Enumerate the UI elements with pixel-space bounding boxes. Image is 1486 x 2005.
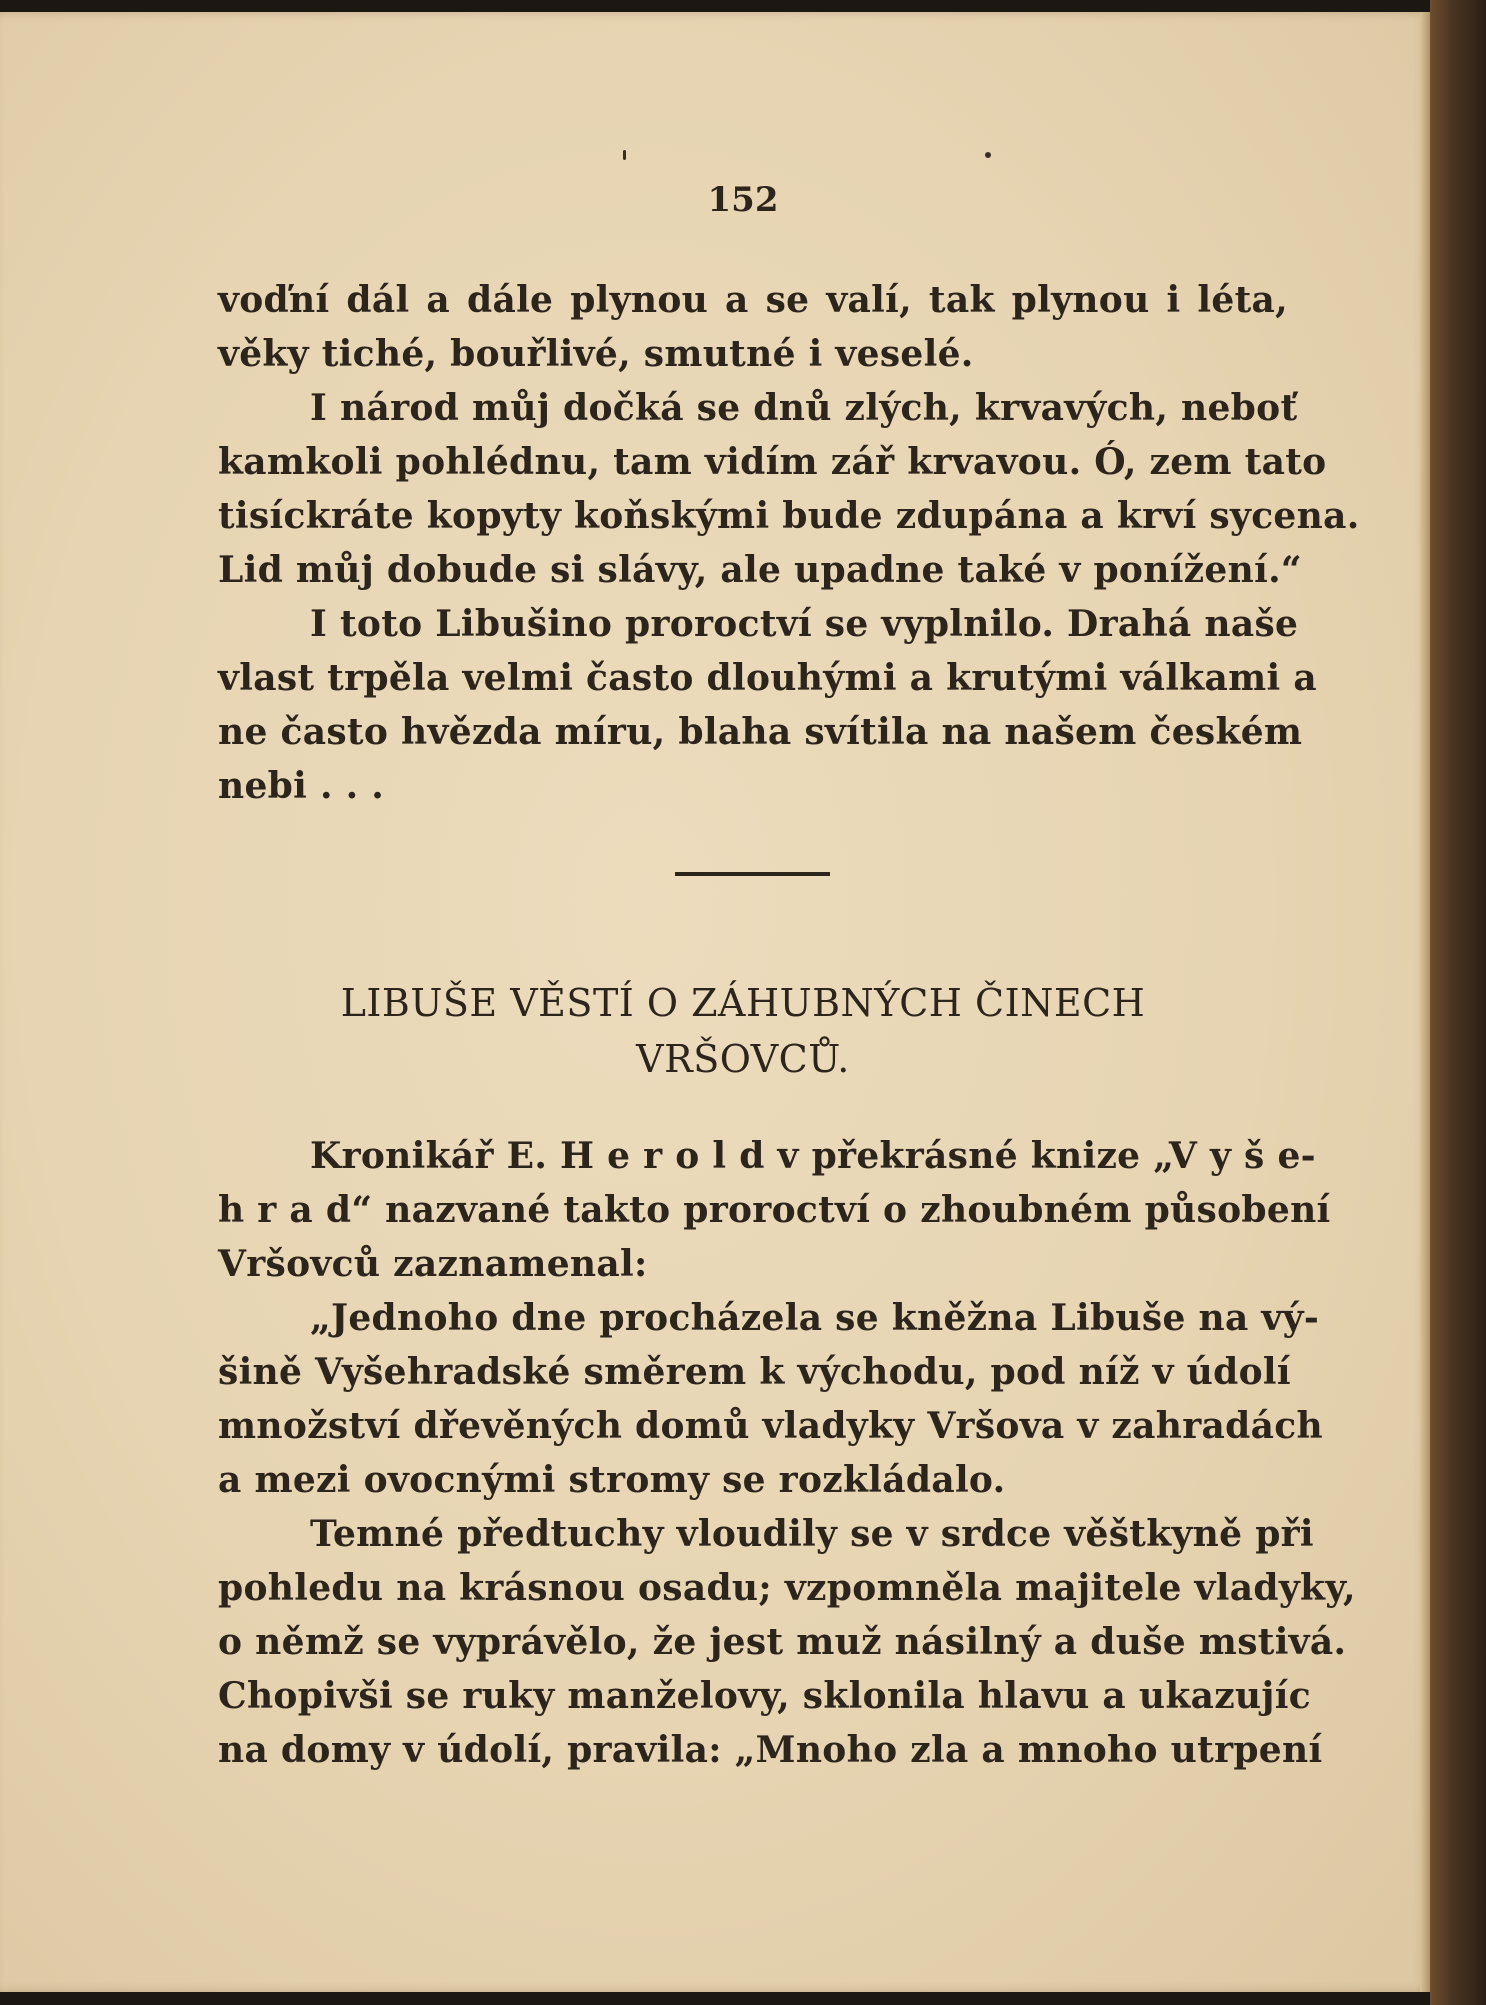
text-line: o němž se vyprávělo, že jest muž násilný a duše mstivá. xyxy=(218,1621,1347,1663)
text-line: tisíckráte kopyty koňskými bude zdupána a krví sycena. xyxy=(218,495,1360,537)
ink-speck xyxy=(985,152,991,158)
text-line: kamkoli pohlédnu, tam vidím zář krvavou. Ó, zem tato xyxy=(218,441,1327,483)
text-line: Temné předtuchy vloudily se v srdce věštkyně při xyxy=(310,1513,1314,1555)
ink-speck xyxy=(623,150,626,160)
section-heading: LIBUŠE VĚSTÍ O ZÁHUBNÝCH ČINECH xyxy=(340,981,1146,1025)
section-heading: VRŠOVCŮ. xyxy=(636,1037,850,1081)
text-line: I toto Libušino proroctví se vyplnilo. Drahá naše xyxy=(310,603,1299,645)
text-line: na domy v údolí, pravila: „Mnoho zla a mnoho utrpení xyxy=(218,1729,1323,1771)
text-line: pohledu na krásnou osadu; vzpomněla majitele vladyky, xyxy=(218,1567,1356,1609)
text-line: „Jednoho dne procházela se kněžna Libuše na vý- xyxy=(310,1297,1320,1339)
text-line: a mezi ovocnými stromy se rozkládalo. xyxy=(218,1459,1006,1501)
text-line: věky tiché, bouřlivé, smutné i veselé. xyxy=(218,333,974,375)
text-line: voďní dál a dále plynou a se valí, tak plynou i léta, xyxy=(218,279,1288,321)
section-divider xyxy=(675,872,830,876)
text-line: nebi . . . xyxy=(218,765,385,807)
text-line: Lid můj dobude si slávy, ale upadne také v ponížení.“ xyxy=(218,549,1302,591)
page-number: 152 xyxy=(707,180,779,220)
text-line: I národ můj dočká se dnů zlých, krvavých, neboť xyxy=(310,387,1298,429)
text-line: ne často hvězda míru, blaha svítila na našem českém xyxy=(218,711,1303,753)
text-line: množství dřevěných domů vladyky Vršova v zahradách xyxy=(218,1405,1323,1447)
text-line: Chopivši se ruky manželovy, sklonila hlavu a ukazujíc xyxy=(218,1675,1311,1717)
text-line: šině Vyšehradské směrem k východu, pod níž v údolí xyxy=(218,1351,1291,1393)
text-line: Vršovců zaznamenal: xyxy=(218,1243,648,1285)
text-line: vlast trpěla velmi často dlouhými a krutými válkami a xyxy=(218,657,1317,699)
text-line: Kronikář E. H e r o l d v překrásné knize „V y š e- xyxy=(310,1135,1316,1177)
text-line: h r a d“ nazvané takto proroctví o zhoubném působení xyxy=(218,1189,1331,1231)
